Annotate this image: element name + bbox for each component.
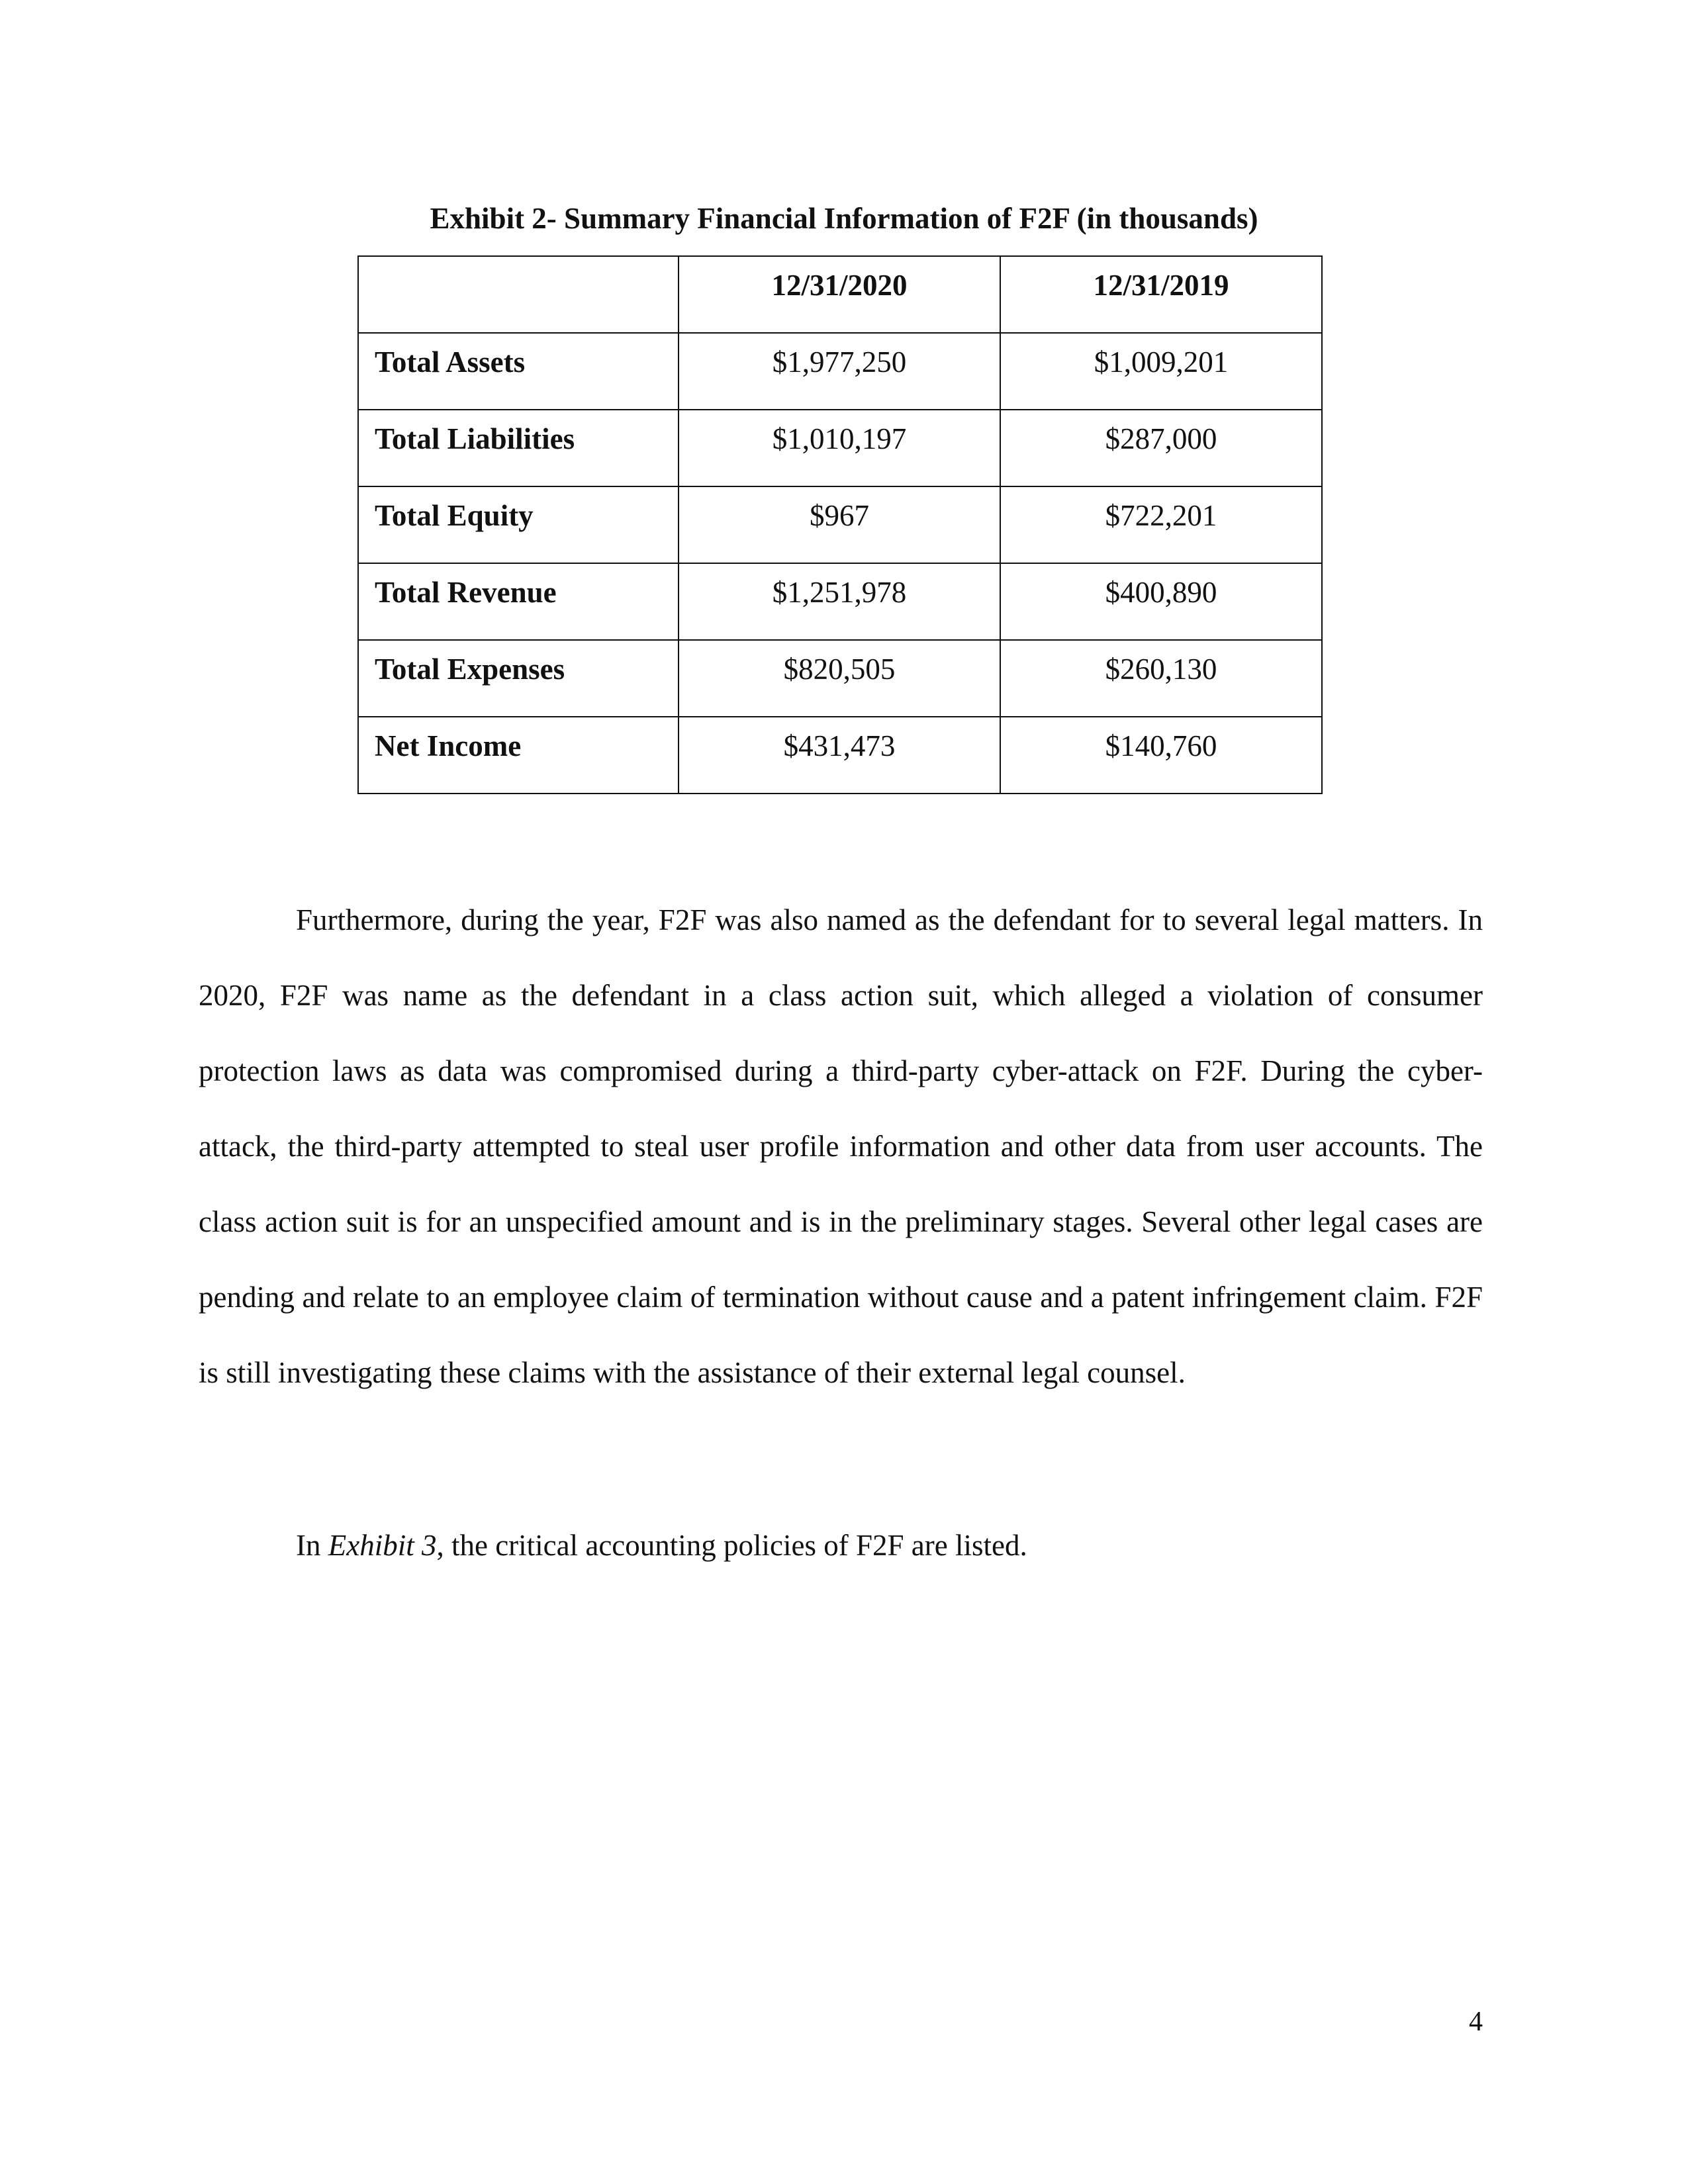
value-2020: $1,977,250 bbox=[679, 333, 1000, 410]
exhibit-title: Exhibit 2- Summary Financial Information of F2F (in thousands) bbox=[430, 202, 1258, 235]
table-header-row bbox=[358, 256, 1322, 333]
row-label: Total Expenses bbox=[358, 640, 679, 717]
value-2019: $400,890 bbox=[1000, 563, 1322, 640]
value-2020: $967 bbox=[679, 486, 1000, 563]
paragraph-text-tail: , the critical accounting policies of F2F are listed. bbox=[436, 1529, 1027, 1562]
page-number: 4 bbox=[1469, 2007, 1483, 2037]
value-2019: $287,000 bbox=[1000, 410, 1322, 486]
table-row bbox=[358, 410, 1322, 486]
row-label: Total Assets bbox=[358, 333, 679, 410]
table-row bbox=[358, 640, 1322, 717]
header-cell-2019: 12/31/2019 bbox=[1000, 256, 1322, 333]
value-2019: $260,130 bbox=[1000, 640, 1322, 717]
value-2019: $140,760 bbox=[1000, 717, 1322, 794]
value-2020: $820,505 bbox=[679, 640, 1000, 717]
table-row bbox=[358, 486, 1322, 563]
table-row bbox=[358, 563, 1322, 640]
legal-matters-paragraph: Furthermore, during the year, F2F was also named as the defendant for to several legal matters. In 2020, F2F was name as the defendant in a class action suit, which alleged a violation of consumer protection laws as data was compromised during a third-party cyber-attack on F2F. During the cyber-attack, the third-party attempted to steal user profile information and other data from user accounts. The class action suit is for an unspecified amount and is in the preliminary stages. Several other legal cases are pending and relate to an employee claim of termination without cause and a patent infringement claim. F2F is still investigating these claims with the assistance of their external legal counsel. bbox=[199, 903, 1483, 1389]
row-label: Total Revenue bbox=[358, 563, 679, 640]
financial-summary-table bbox=[357, 255, 1323, 794]
value-2019: $722,201 bbox=[1000, 486, 1322, 563]
header-cell-2020: 12/31/2020 bbox=[679, 256, 1000, 333]
row-label: Total Liabilities bbox=[358, 410, 679, 486]
value-2019: $1,009,201 bbox=[1000, 333, 1322, 410]
value-2020: $431,473 bbox=[679, 717, 1000, 794]
table-row bbox=[358, 717, 1322, 794]
exhibit3-italic: Exhibit 3 bbox=[328, 1529, 437, 1562]
paragraph-text-lead: In bbox=[296, 1529, 328, 1562]
header-cell-blank bbox=[358, 256, 679, 333]
exhibit3-reference-paragraph bbox=[199, 1508, 1483, 1583]
table-row bbox=[358, 333, 1322, 410]
value-2020: $1,251,978 bbox=[679, 563, 1000, 640]
row-label: Net Income bbox=[358, 717, 679, 794]
row-label: Total Equity bbox=[358, 486, 679, 563]
value-2020: $1,010,197 bbox=[679, 410, 1000, 486]
